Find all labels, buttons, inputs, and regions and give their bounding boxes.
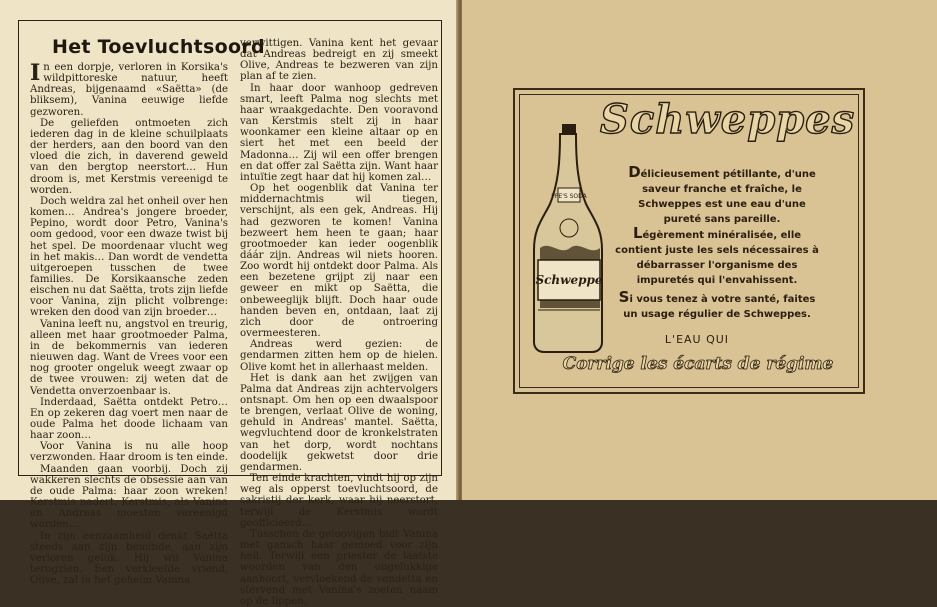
article-paragraph: In zijn eenzaamheid denkt Saëtta steeds aan zijn beminde, aan zijn verloren geluk. Hij wil Vanina terugzien. Een verkleefde vriend, Olive, zal in het geheim Vanina — [30, 530, 228, 587]
bottle-label: Schweppe — [535, 273, 603, 287]
bottle-neck-label: PPE'S SODA — [551, 193, 587, 200]
ad-paragraph-2: Légèrement minéralisée, elle contient juste les sels nécessaires à débarrasser l'organisme des impuretés qui l'envahissent. — [615, 224, 819, 286]
ad-paragraph-1: Délicieusement pétillante, d'une saveur franche et fraîche, le Schweppes est une eau d'une pureté sans pareille. — [628, 163, 816, 225]
article-paragraph: Ten einde krachten, vindt hij op zijn weg als opperst toevluchtsoord, de sakristij der kerk, waar hij neerstort, terwijl de Kerstmis wordt geofficieerd… — [240, 473, 438, 529]
drop-cap: I — [30, 60, 41, 86]
ad-tagline-slogan: Corrige les écarts de régime — [562, 354, 834, 374]
article-paragraph: Vanina leeft nu, angstvol en treurig, alleen met haar grootmoeder Palma, in de bekommernis van iederen nieuwen dag. Want de Vrees voor een nog grooter ongeluk weegt zwaar op de twee vrouwen: zij weten dat de Vendetta onverzoenbaar is. — [30, 318, 228, 397]
article-paragraph: Doch weldra zal het onheil over hen komen… Andrea's jongere broeder, Pepino, wordt door Petro, Vanina's oom gedood, voor een dwaze twist bij het spel. De moordenaar vlucht weg in het makis… Dan wordt de vendetta uitgeroepen tusschen de twee families. De Korsikaansche zeden eischen nu dat Saëtta, trots zijn liefde voor Vanina, zijn plicht volbrenge: wreken den dood van zijn broeder… — [30, 195, 228, 319]
article-column-left — [30, 62, 228, 586]
article-paragraph: De geliefden ontmoeten zich iederen dag in de kleine schuilplaats der herders, aan den boord van den vloed die zich, in daverend geweld van den bergtop neerstort… Hun droom is, met Kerstmis vereenigd te worden. — [30, 117, 228, 196]
article-title: Het Toevluchtsoord — [52, 36, 265, 58]
article-paragraph: verwittigen. Vanina kent het gevaar dat Andreas bedreigt en zij smeekt Olive, Andreas te bezweren van zijn plan af te zien. — [240, 38, 438, 83]
article-paragraph: Maanden gaan voorbij. Doch zij wakkeren slechts de obsessie aan van de oude Palma: haar zoon wreken! Kerstmis nadert. Kerstmis, als Vanina en Andreas moesten vereenigd worden… — [30, 463, 228, 531]
ad-paragraph-3: Si vous tenez à votre santé, faites un usage régulier de Schweppes. — [618, 288, 816, 320]
article-paragraph: In een dorpje, verloren in Korsika's wildpittoreske natuur, heeft Andreas, bijgenaamd «Saëtta» (de bliksem), Vanina eeuwige liefde gezworen. — [30, 60, 228, 118]
bottle-illustration — [528, 118, 608, 354]
brand-logo: Schweppes — [600, 96, 856, 143]
article-paragraph: Voor Vanina is nu alle hoop verzwonden. Haar droom is ten einde. — [30, 441, 229, 464]
article-paragraph: Tusschen de geloovigen bidt Vanina met gansch haar gemoed voor zijn heil. Terwijl een priester de laatste woorden van den ongelukkige aanhoort, vervloekend de vendetta en stervend met Vanina's zoeten naam op de lippen. — [240, 528, 438, 607]
article-paragraph: Inderdaad, Saëtta ontdekt Petro… En op zekeren dag voert men naar de oude Palma het doode lichaam van haar zoon… — [30, 396, 228, 442]
article-paragraph: Het is dank aan het zwijgen van Palma dat Andreas zijn achtervolgers ontsnapt. Om hen op een dwaalspoor te brengen, verlaat Olive de woning, gehuld in Andreas' mantel. Saëtta, wegvluchtend door de kronkelstraten van het dorp, wordt nochtans doodelijk gekwetst door drie gendarmen. — [240, 372, 438, 473]
article-paragraph: Andreas werd gezien: de gendarmen zitten hem op de hielen. Olive komt het in allerhaast melden. — [240, 339, 438, 373]
article-paragraph: Op het oogenblik dat Vanina ter middernachtmis wil tiegen, verschijnt, als een gek, Andreas. Hij had gezworen te komen! Vanina bezweert hem heen te gaan; haar grootmoeder kan ieder oogenblik dáár zijn. Andreas wil niets hooren. Zoo wordt hij ontdekt door Palma. Als een bezetene grijpt zij naar een geweer en mikt op Saëtta, die onbeweeglijk blijft. Doch haar oude handen beven en, ontdaan, laat zij zich door de ontroering overmeesteren. — [240, 183, 438, 340]
article-column-right — [240, 38, 438, 607]
article-paragraph: In haar door wanhoop gedreven smart, leeft Palma nog slechts met haar wraakgedachte. Den vooravond van Kerstmis stelt zij in haar woonkamer een kleine altaar op en siert het met een beeld der Madonna… Zij wil een offer brengen en dat offer zal Saëtta zijn. Want haar intuïtie zegt haar dat hij komen zal… — [240, 82, 438, 183]
ad-tagline-top: L'EAU QUI — [664, 333, 730, 346]
